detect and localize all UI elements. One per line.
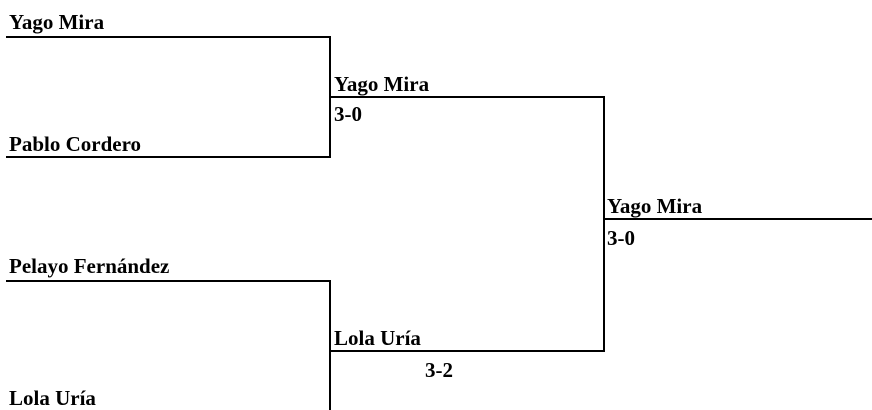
semifinal-1-line xyxy=(329,96,605,98)
final-winner: Yago Mira xyxy=(607,194,703,218)
semifinal-1-winner: Yago Mira xyxy=(334,72,430,96)
semifinal-2-score: 3-2 xyxy=(425,358,453,382)
semifinal-2-winner: Lola Uría xyxy=(334,326,421,350)
round1-player-3-line xyxy=(6,280,331,282)
round1-player-1-line xyxy=(6,36,331,38)
semifinal-2-line xyxy=(329,350,605,352)
semifinal-1-score: 3-0 xyxy=(334,102,362,126)
round1-player-1: Yago Mira xyxy=(9,10,105,34)
final-score: 3-0 xyxy=(607,226,635,250)
round1-player-4: Lola Uría xyxy=(9,386,96,410)
round1-player-2: Pablo Cordero xyxy=(9,132,142,156)
match-2-connector xyxy=(329,280,331,410)
final-line xyxy=(603,218,872,220)
final-connector xyxy=(603,96,605,352)
round1-player-2-line xyxy=(6,156,331,158)
round1-player-3: Pelayo Fernández xyxy=(9,254,170,278)
